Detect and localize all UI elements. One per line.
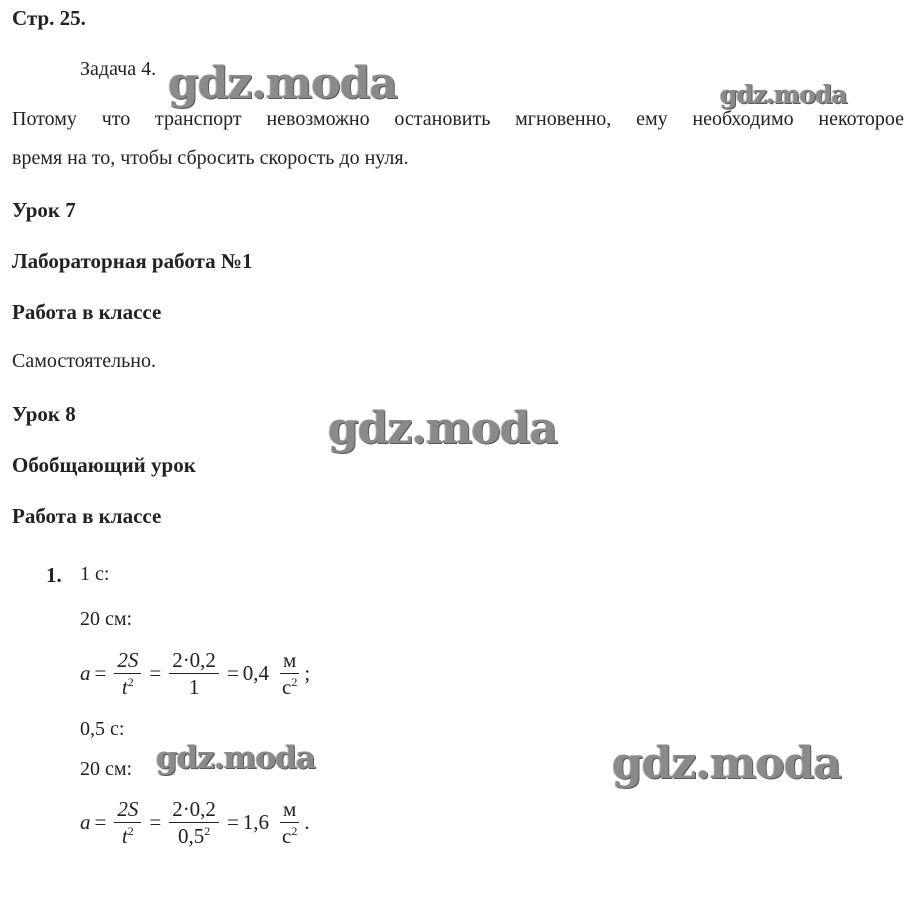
page-header: Стр. 25. <box>12 6 86 30</box>
lesson8-subtitle: Обобщающий урок <box>12 453 196 477</box>
item-number: 1. <box>46 563 62 587</box>
formula-1-end: ; <box>304 661 311 686</box>
distance-1: 20 см: <box>80 608 133 630</box>
watermark-logo: gdz.moda <box>720 80 847 109</box>
self-study-text: Самостоятельно. <box>12 350 156 372</box>
task-answer-line1: Потому что транспорт невозможно остановить мгновенно, ему необходимо некоторое <box>12 108 904 130</box>
time-2: 0,5 с: <box>80 718 125 740</box>
watermark-logo: gdz.moda <box>168 58 398 109</box>
watermark-logo: gdz.moda <box>612 738 842 789</box>
formula-1-unit: $\frac{м}{с^2}$ <box>282 648 298 700</box>
distance-2: 20 см: <box>80 758 133 780</box>
formula-2-result: 1,6 <box>242 810 270 835</box>
formula-1-result: 0,4 <box>242 661 270 686</box>
formula-2-end: . <box>304 810 310 835</box>
formula-1: a = $\frac{2S}{t^2}$ = $\frac{2\cdot 0,2}{1}$ = 0,4 $\frac{м}{с^2}$ ; <box>80 648 311 700</box>
formula-1-fraction-1: $\frac{2S}{t^2}$ <box>114 648 141 699</box>
lesson8-title: Урок 8 <box>12 402 76 426</box>
watermark-logo: gdz.moda <box>328 403 558 454</box>
class-work-heading-1: Работа в классе <box>12 300 162 324</box>
formula-2-lhs: a <box>80 810 91 835</box>
formula-2-fraction-1: $\frac{2S}{t^2}$ <box>114 797 141 848</box>
formula-2-unit: $\frac{м}{с^2}$ <box>282 797 298 849</box>
time-1: 1 с: <box>80 563 110 585</box>
formula-1-lhs: a <box>80 661 91 686</box>
task-label: Задача 4. <box>80 58 157 80</box>
class-work-heading-2: Работа в классе <box>12 504 162 528</box>
formula-1-fraction-2: $\frac{2\cdot 0,2}{1}$ <box>169 648 219 699</box>
lesson7-title: Урок 7 <box>12 198 76 222</box>
formula-2-fraction-2: $\frac{2\cdot 0,2}{0,5^2}$ <box>169 797 219 848</box>
lab-work-title: Лабораторная работа №1 <box>12 249 253 273</box>
task-answer-line2: время на то, чтобы сбросить скорость до нуля. <box>12 147 409 169</box>
formula-2: a = $\frac{2S}{t^2}$ = $\frac{2\cdot 0,2}{0,5^2}$ = 1,6 $\frac{м}{с^2}$ . <box>80 797 310 849</box>
watermark-logo: gdz.moda <box>156 740 315 776</box>
